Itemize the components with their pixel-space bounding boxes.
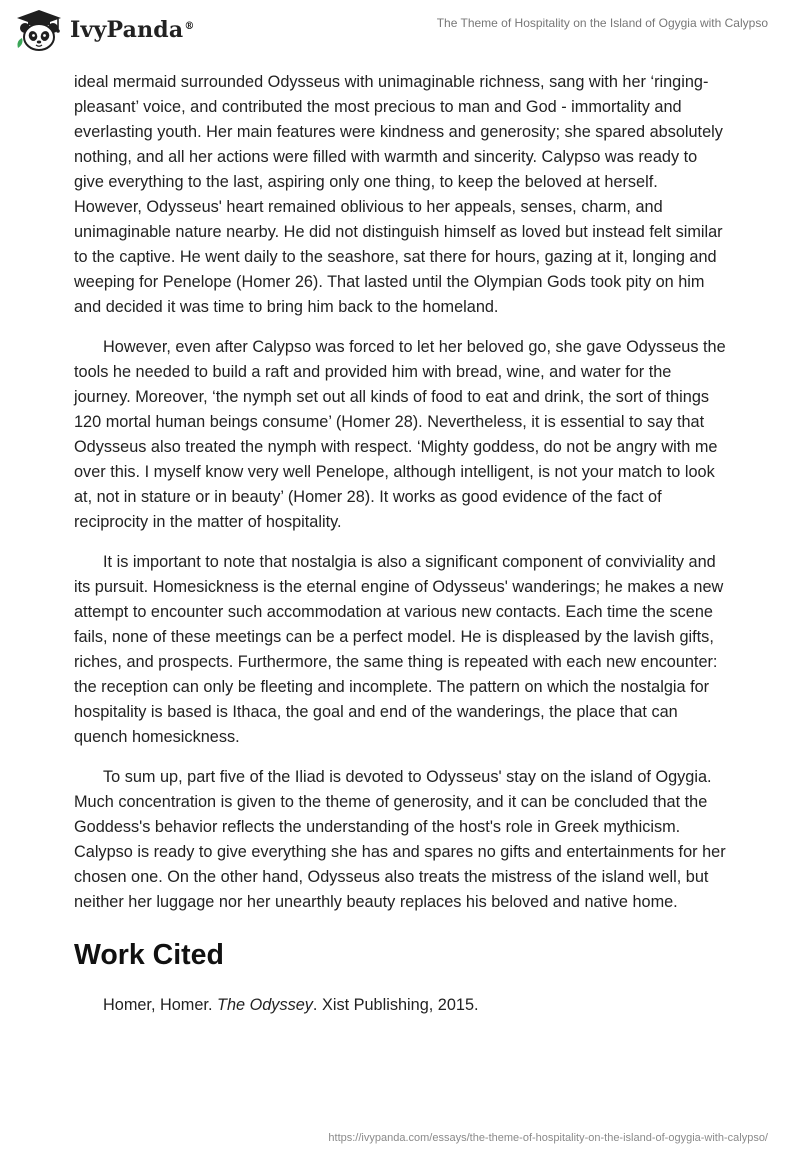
paragraph: To sum up, part five of the Iliad is devoted to Odysseus' stay on the island of Ogygia. Much concentration is given to the theme of generosity, and it can be concluded that the Goddess's behavior reflects the understanding of the host's role in Greek mythicism. Calypso is ready to give everything she has and spares no gifts and entertainments for her chosen one. On the other hand, Odysseus also treats the mistress of the island well, but neither her luggage nor her unearthly beauty replaces his beloved and native home.	[74, 768, 726, 911]
citation-author: Homer, Homer.	[103, 996, 217, 1014]
essay-body	[74, 70, 730, 1018]
ivypanda-logo[interactable]	[14, 8, 195, 52]
citation-title: The Odyssey	[217, 996, 313, 1014]
citation-entry	[74, 993, 730, 1018]
page-header	[0, 0, 800, 64]
citation-publisher: . Xist Publishing, 2015.	[312, 996, 479, 1014]
works-cited-heading: Work Cited	[74, 939, 224, 971]
document-title: The Theme of Hospitality on the Island of Ogygia with Calypso	[436, 16, 768, 30]
panda-graduate-icon	[14, 8, 64, 52]
brand-name: IvyPanda®	[70, 17, 195, 43]
paragraph: It is important to note that nostalgia is also a significant component of conviviality and its pursuit. Homesickness is the eternal engine of Odysseus' wanderings; he makes a new attempt to encounter such accommodation at various new contacts. Each time the scene fails, none of these meetings can be a perfect model. He is displeased by the lavish gifts, riches, and prospects. Furthermore, the same thing is repeated with each new encounter: the reception can only be fleeting and incomplete. The pattern on which the nostalgia for hospitality is based is Ithaca, the goal and end of the wanderings, the place that can quench homesickness.	[74, 553, 724, 746]
paragraph: However, even after Calypso was forced to let her beloved go, she gave Odysseus the tools he needed to build a raft and provided him with bread, wine, and water for the journey. Moreover, ‘the nymph set out all kinds of food to eat and drink, the sort of things 120 mortal human beings consume’ (Homer 28). Nevertheless, it is essential to say that Odysseus also treated the nymph with respect. ‘Mighty goddess, do not be angry with me over this. I myself know very well Penelope, although intelligent, is not your match to look at, not in stature or in beauty’ (Homer 28). It works as good evidence of the fact of reciprocity in the matter of hospitality.	[74, 338, 726, 531]
registered-mark: ®	[184, 20, 195, 32]
paragraph: ideal mermaid surrounded Odysseus with unimaginable richness, sang with her ‘ringing-pleasant’ voice, and contributed the most precious to man and God - immortality and everlasting youth. Her main features were kindness and generosity; she spared absolutely nothing, and all her actions were filled with warmth and sincerity. Calypso was ready to give everything to the last, aspiring only one thing, to keep the beloved at herself. However, Odysseus' heart remained oblivious to her appeals, senses, charm, and unimaginable nature nearby. He did not distinguish himself as loved but instead felt similar to the captive. He went daily to the seashore, sat there for hours, gazing at it, longing and weeping for Penelope (Homer 26). That lasted until the Olympian Gods took pity on him and decided it was time to bring him back to the homeland.	[74, 73, 723, 316]
source-url[interactable]: https://ivypanda.com/essays/the-theme-of-hospitality-on-the-island-of-ogygia-with-calypso/	[328, 1132, 768, 1144]
